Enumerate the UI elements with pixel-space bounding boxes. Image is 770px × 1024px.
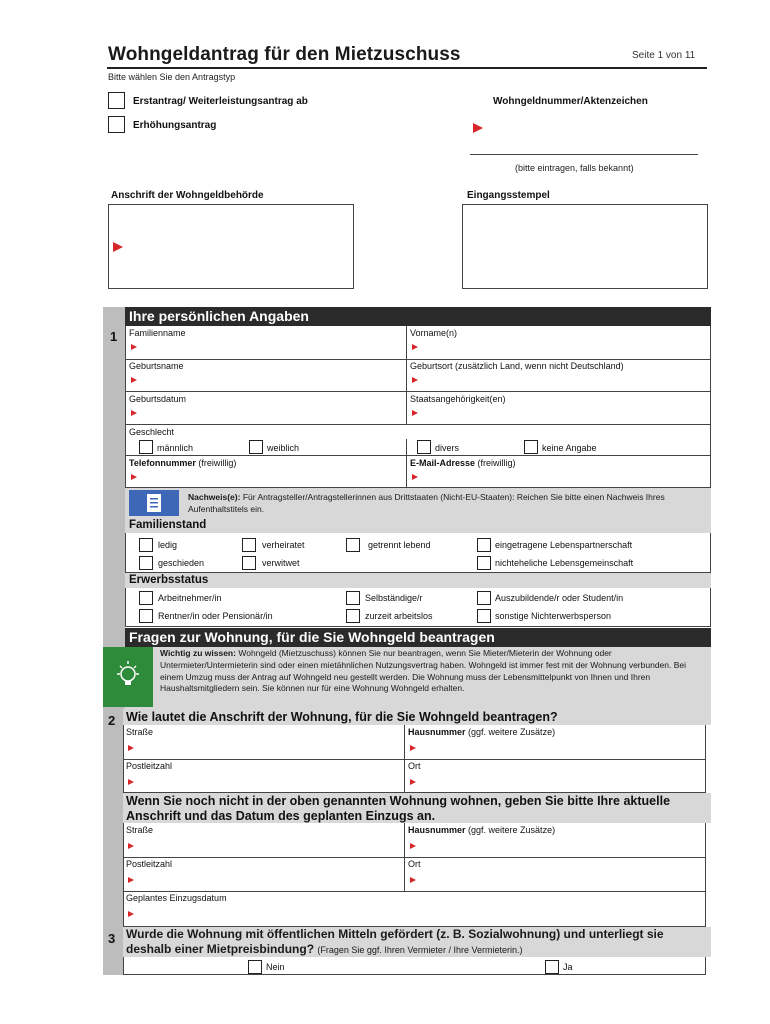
erhoehungsantrag-checkbox[interactable] [108, 116, 125, 133]
wohngeldnummer-label: Wohngeldnummer/Aktenzeichen [493, 96, 648, 107]
page-indicator: Seite 1 von 11 [632, 50, 696, 61]
wohnung-section-title: Fragen zur Wohnung, für die Sie Wohngeld beantragen [125, 628, 711, 647]
einzug-arrow-icon [128, 911, 134, 917]
email-arrow-icon [412, 474, 418, 480]
document-icon [129, 490, 179, 516]
lightbulb-icon [103, 647, 153, 707]
nachweis-bold: Nachweis(e): [188, 492, 241, 502]
erhoehungsantrag-label: Erhöhungsantrag [133, 120, 217, 131]
fs-eingetragen-checkbox[interactable] [477, 538, 491, 552]
geschlecht-maennlich-checkbox[interactable] [139, 440, 153, 454]
section3-answer-row [123, 957, 706, 975]
section1-title: Ihre persönlichen Angaben [125, 307, 711, 326]
ew-selbst-label: Selbständige/r [365, 593, 423, 603]
behoerde-arrow-icon [113, 242, 123, 252]
ew-selbst-checkbox[interactable] [346, 591, 360, 605]
ja-label: Ja [563, 962, 573, 972]
geschlecht-weiblich-label: weiblich [267, 443, 300, 453]
geschlecht-gap [406, 425, 407, 439]
ja-checkbox[interactable] [545, 960, 559, 974]
fs-verwitwet-label: verwitwet [262, 558, 300, 568]
hausnummer2-label: Hausnummer [408, 825, 466, 835]
strasse2-label: Straße [126, 825, 154, 835]
title-rule [107, 67, 707, 69]
fs-nichtehelich-label: nichteheliche Lebensgemeinschaft [495, 558, 634, 568]
wichtig-text: Wohngeld (Mietzuschuss) können Sie nur beantragen, wenn Sie Mieter/Mieterin der Wohnung oder Untermieter/Untermieterin sind oder einen mietähnlichen Nutzungsvertrag haben. Wohngeld ist immer fest mit der Wohnung verbunden. Bei einem Umzug muss der Antrag auf Wohngeld neu gestellt werden. Die Wohnung muss der Lebensmittelpunkt von Ihnen und Ihren Haushaltsmitgliedern sein. Sie können nur für eine Wohnung Wohngeld erhalten. [160, 648, 687, 694]
antragstyp-hint: Bitte wählen Sie den Antragstyp [108, 72, 236, 82]
wohngeldnummer-arrow-icon [473, 123, 483, 133]
geschlecht-divers-label: divers [435, 443, 460, 453]
email-optional: (freiwillig) [477, 458, 516, 468]
hausnummer-arrow-icon [410, 745, 416, 751]
email-label: E-Mail-Adresse [410, 458, 476, 468]
fs-nichtehelich-checkbox[interactable] [477, 556, 491, 570]
erwerbsstatus-header [125, 573, 711, 588]
erstantrag-label: Erstantrag/ Weiterleistungsantrag ab [133, 96, 308, 107]
vorname-label: Vorname(n) [410, 328, 458, 338]
wichtig-text-block [160, 648, 708, 695]
ew-sonstige-label: sonstige Nichterwerbsperson [495, 611, 612, 621]
erstantrag-checkbox[interactable] [108, 92, 125, 109]
geschlecht-divers-checkbox[interactable] [417, 440, 431, 454]
stempel-box [462, 204, 708, 289]
hausnummer-hint: (ggf. weitere Zusätze) [468, 727, 556, 737]
form-title: Wohngeldantrag für den Mietzuschuss [108, 44, 461, 65]
section2-question2: Wenn Sie noch nicht in der oben genannten Wohnung wohnen, geben Sie bitte Ihre aktuelle Anschrift und das Datum des geplanten Einzugs an. [126, 794, 671, 823]
ew-sonstige-checkbox[interactable] [477, 609, 491, 623]
stempel-label: Eingangsstempel [467, 190, 550, 201]
fs-eingetragen-label: eingetragene Lebenspartnerschaft [495, 540, 633, 550]
familienname-arrow-icon [131, 344, 137, 350]
geschlecht-keine-checkbox[interactable] [524, 440, 538, 454]
fs-verwitwet-checkbox[interactable] [242, 556, 256, 570]
fs-geschieden-checkbox[interactable] [139, 556, 153, 570]
ew-rentner-label: Rentner/in oder Pensionär/in [158, 611, 273, 621]
hausnummer2-hint: (ggf. weitere Zusätze) [468, 825, 556, 835]
ort-arrow-icon [410, 779, 416, 785]
geburtsname-arrow-icon [131, 377, 137, 383]
row-divider [125, 359, 711, 360]
geschlecht-maennlich-label: männlich [157, 443, 194, 453]
wohngeldnummer-line[interactable] [470, 154, 698, 155]
section2-side-bar [103, 709, 123, 927]
ort2-label: Ort [408, 859, 421, 869]
section3-hint: (Fragen Sie ggf. Ihren Vermieter / Ihre Vermieterin.) [317, 945, 523, 955]
nachweis-text: Für Antragsteller/Antragstellerinnen aus Drittstaaten (Nicht-EU-Staaten): Reichen Sie bitte einen Nachweis Ihres Aufenthaltstitels ein. [188, 492, 665, 514]
geburtsort-arrow-icon [412, 377, 418, 383]
fs-verheiratet-label: verheiratet [262, 540, 305, 550]
ew-azubi-label: Auszubildende/r oder Student/in [495, 593, 624, 603]
geburtsdatum-arrow-icon [131, 410, 137, 416]
geschlecht-weiblich-checkbox[interactable] [249, 440, 263, 454]
erwerbsstatus-title: Erwerbsstatus [129, 574, 209, 586]
row-divider [123, 759, 706, 760]
strasse-label: Straße [126, 727, 154, 737]
plz-label: Postleitzahl [126, 761, 173, 771]
row-divider [125, 424, 711, 425]
wohngeldnummer-hint: (bitte eintragen, falls bekannt) [515, 163, 634, 173]
ew-arbeitnehmer-label: Arbeitnehmer/in [158, 593, 222, 603]
fs-verheiratet-checkbox[interactable] [242, 538, 256, 552]
row-divider [123, 857, 706, 858]
ew-rentner-checkbox[interactable] [139, 609, 153, 623]
ew-arbeitslos-label: zurzeit arbeitslos [365, 611, 433, 621]
section1-divider [406, 326, 407, 488]
ew-arbeitnehmer-checkbox[interactable] [139, 591, 153, 605]
vorname-arrow-icon [412, 344, 418, 350]
nachweis-text-block [188, 491, 706, 515]
ort-label: Ort [408, 761, 421, 771]
staatsangehoerigkeit-arrow-icon [412, 410, 418, 416]
row-divider [123, 891, 706, 892]
geburtsdatum-label: Geburtsdatum [129, 394, 187, 404]
telefon-label: Telefonnummer [129, 458, 196, 468]
hausnummer2-arrow-icon [410, 843, 416, 849]
fs-getrennt-label: getrennt lebend [368, 540, 431, 550]
fs-getrennt-checkbox[interactable] [346, 538, 360, 552]
ew-arbeitslos-checkbox[interactable] [346, 609, 360, 623]
row-divider [125, 455, 711, 456]
ort2-arrow-icon [410, 877, 416, 883]
current-address-grid [123, 823, 706, 927]
behoerde-label: Anschrift der Wohngeldbehörde [111, 190, 264, 201]
section2-question: Wie lautet die Anschrift der Wohnung, für die Sie Wohngeld beantragen? [126, 710, 558, 724]
section1-number: 1 [110, 329, 118, 344]
geburtsname-label: Geburtsname [129, 361, 184, 371]
section3-number: 3 [108, 931, 116, 946]
familienname-label: Familienname [129, 328, 186, 338]
strasse2-arrow-icon [128, 843, 134, 849]
familienstand-header [125, 518, 711, 533]
wichtig-bold: Wichtig zu wissen: [160, 648, 236, 658]
section3-question-block [126, 927, 708, 958]
nein-label: Nein [266, 962, 285, 972]
plz2-label: Postleitzahl [126, 859, 173, 869]
fs-ledig-label: ledig [158, 540, 178, 550]
section2-number: 2 [108, 713, 116, 728]
telefon-optional: (freiwillig) [198, 458, 237, 468]
section3-question: Wurde die Wohnung mit öffentlichen Mitteln gefördert (z. B. Sozialwohnung) und unterliegt sie deshalb einer Mietpreisbindung? [126, 927, 664, 956]
behoerde-box[interactable] [108, 204, 354, 289]
hausnummer-label: Hausnummer [408, 727, 466, 737]
fs-ledig-checkbox[interactable] [139, 538, 153, 552]
staatsangehoerigkeit-label: Staatsangehörigkeit(en) [410, 394, 506, 404]
ew-azubi-checkbox[interactable] [477, 591, 491, 605]
row-divider [125, 391, 711, 392]
fs-geschieden-label: geschieden [158, 558, 205, 568]
plz-arrow-icon [128, 779, 134, 785]
einzug-label: Geplantes Einzugsdatum [126, 893, 227, 903]
geschlecht-keine-label: keine Angabe [542, 443, 597, 453]
telefon-arrow-icon [131, 474, 137, 480]
geburtsort-label: Geburtsort (zusätzlich Land, wenn nicht Deutschland) [410, 361, 624, 371]
nein-checkbox[interactable] [248, 960, 262, 974]
strasse-arrow-icon [128, 745, 134, 751]
geschlecht-label: Geschlecht [129, 427, 175, 437]
plz2-arrow-icon [128, 877, 134, 883]
familienstand-title: Familienstand [129, 519, 207, 531]
